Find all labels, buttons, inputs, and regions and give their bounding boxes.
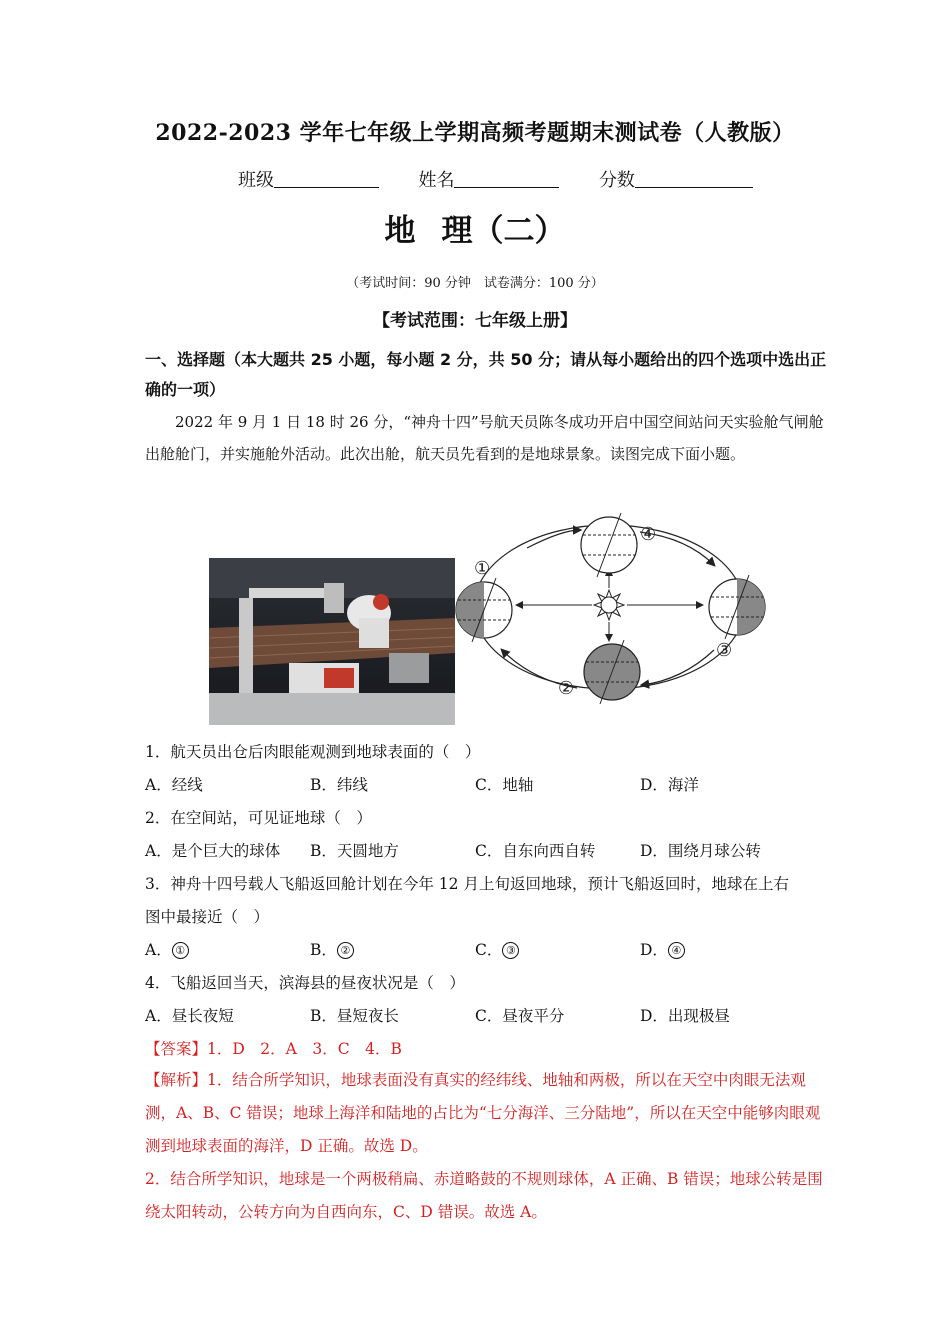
subject-char-2: 理（二） (441, 213, 566, 249)
q1-option-a: A．经线 (145, 776, 203, 794)
q1-option-b: B．纬线 (310, 776, 368, 794)
diagram-label-4: ④ (640, 524, 657, 545)
q2-option-c: C．自东向西自转 (475, 842, 596, 860)
explanation-paragraph-1: 【解析】1．结合所学知识，地球表面没有真实的经纬线、地轴和两极，所以在天空中肉眼无法观测，A、B、C 错误；地球上海洋和陆地的占比为“七分海洋、三分陆地”，所以在天空中能够肉眼观测到地球表面的海洋，D 正确。故选 D。 (145, 1071, 821, 1155)
question-4-stem: 4．飞船返回当天，滨海县的昼夜状况是（ ） (145, 974, 465, 992)
earth-position-3 (709, 575, 765, 639)
astronaut-photo (209, 558, 455, 725)
subject-title (0, 205, 950, 250)
answer-line (145, 1037, 402, 1059)
question-3-stem-cont: 图中最接近（ ） (145, 908, 270, 926)
section-heading: 一、选择题（本大题共 25 小题，每小题 2 分，共 50 分；请从每小题给出的四个选项中选出正确的一项） (145, 350, 827, 399)
earth-orbit-diagram (452, 510, 772, 710)
explanation-paragraph-2: 2．结合所学知识，地球是一个两极稍扁、赤道略鼓的不规则球体，A 正确、B 错误；地球公转是围绕太阳转动，公转方向为自西向东，C、D 错误。故选 A。 (145, 1170, 823, 1221)
answer-text: 1．D 2．A 3．C 4．B (207, 1040, 402, 1058)
q2-option-b: B．天圆地方 (310, 842, 399, 860)
diagram-label-3: ③ (716, 640, 733, 661)
earth-position-4 (581, 513, 637, 577)
q4-option-b: B．昼短夜长 (310, 1007, 399, 1025)
student-info-fields (238, 166, 753, 192)
question-2-stem: 2．在空间站，可见证地球（ ） (145, 809, 372, 827)
question-intro: 2022 年 9 月 1 日 18 时 26 分，“神舟十四”号航天员陈冬成功开启中国空间站问天实验舱气闸舱出舱舱门，并实施舱外活动。此次出舱，航天员先看到的是地球景象。读图完成下面小题。 (145, 413, 824, 463)
name-label: 姓名 (418, 170, 455, 191)
q3-option-b: B． ② (310, 938, 354, 960)
name-blank (454, 169, 559, 188)
q4-option-c: C．昼夜平分 (475, 1007, 565, 1025)
answer-label: 【答案】 (145, 1040, 208, 1058)
score-label: 分数 (598, 170, 635, 191)
class-blank (274, 169, 379, 188)
question-3-stem: 3．神舟十四号载人飞船返回舱计划在今年 12 月上旬返回地球，预计飞船返回时，地球在上右 (145, 875, 789, 893)
q2-option-d: D．围绕月球公转 (640, 842, 761, 860)
score-blank (635, 169, 753, 188)
q1-option-c: C．地轴 (475, 776, 534, 794)
exam-scope: 【考试范围：七年级上册】 (373, 311, 577, 331)
page-title: 2022-2023 学年七年级上学期高频考题期末测试卷（人教版） (155, 120, 795, 146)
q4-option-a: A．昼长夜短 (145, 1007, 234, 1025)
earth-position-1 (456, 578, 512, 642)
q3-option-c: C． ③ (475, 938, 519, 960)
diagram-label-1: ① (474, 558, 491, 579)
q3-option-a: A． ① (145, 938, 189, 960)
exam-info: （考试时间：90 分钟 试卷满分：100 分） (346, 276, 604, 291)
explanation-label: 【解析】 (145, 1071, 208, 1089)
diagram-label-2: ② (558, 678, 575, 699)
q1-option-d: D．海洋 (640, 776, 699, 794)
q4-option-d: D．出现极昼 (640, 1007, 730, 1025)
question-1-stem: 1．航天员出仓后肉眼能观测到地球表面的（ ） (145, 743, 481, 761)
q2-option-a: A．是个巨大的球体 (145, 842, 281, 860)
class-label: 班级 (238, 170, 274, 191)
earth-position-2 (584, 640, 640, 704)
q3-option-d: D． ④ (640, 938, 685, 960)
subject-char-1: 地 (384, 213, 416, 249)
